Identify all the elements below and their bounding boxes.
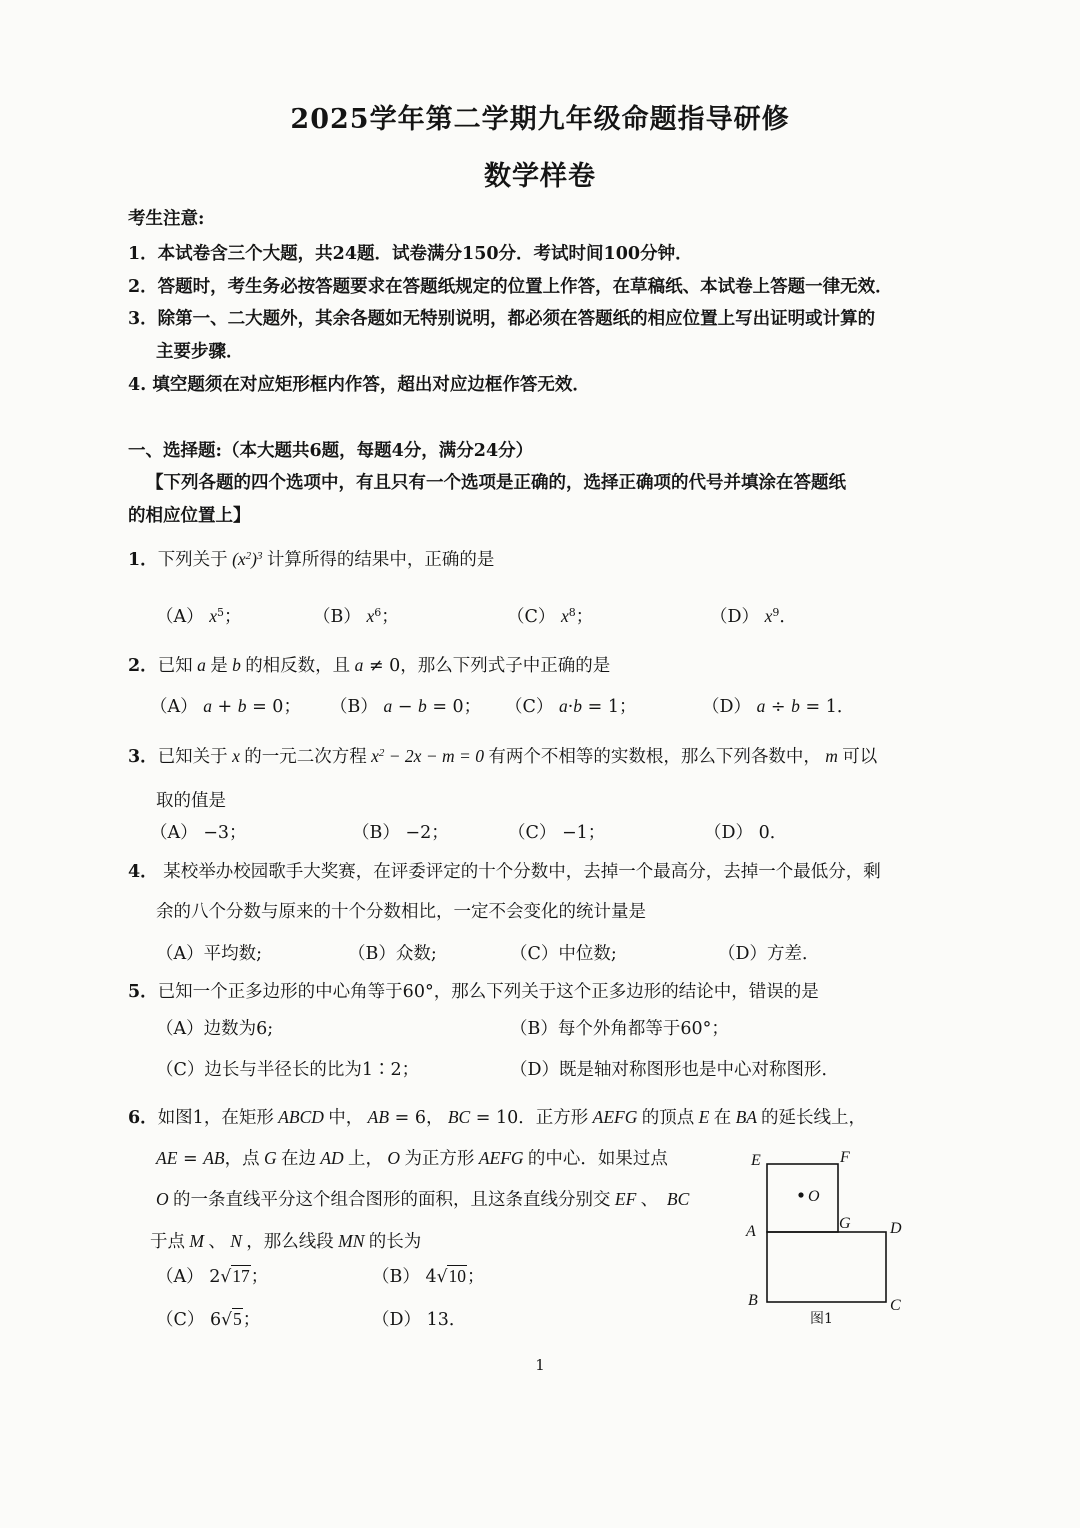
question-3: 3．已知关于 x 的一元二次方程 $x^2 - 2x - m = 0$ 有两个不相等的实数根，那么下列各数中， m 可以	[128, 746, 878, 767]
section-instruction: 【下列各题的四个选项中，有且只有一个选项是正确的，选择正确项的代号并填涂在答题纸	[146, 473, 846, 493]
notice-heading: 考生注意:	[128, 209, 205, 229]
figure-1	[730, 1140, 920, 1340]
option-3d[interactable]: （D） 0．	[704, 823, 788, 843]
figure-caption: 图1	[810, 1311, 833, 1327]
question-4-cont: 余的八个分数与原来的十个分数相比，一定不会变化的统计量是	[156, 902, 646, 922]
option-4a[interactable]: （A）平均数;	[156, 944, 263, 964]
label-b: B	[748, 1292, 758, 1309]
option-6a[interactable]: （A） 2√17；	[156, 1266, 269, 1287]
option-2b[interactable]: （B） a − b = 0；	[330, 696, 482, 717]
question-5: 5．已知一个正多边形的中心角等于60°，那么下列关于这个正多边形的结论中，错误的是	[128, 982, 819, 1002]
label-a: A	[746, 1223, 756, 1240]
option-5c[interactable]: （C）边长与半径长的比为1∶2；	[156, 1060, 420, 1080]
notice-item-2: 2．答题时，考生务必按答题要求在答题纸规定的位置上作答，在草稿纸、本试卷上答题一律无效．	[128, 277, 893, 297]
question-3-cont: 取的值是	[156, 791, 226, 811]
label-g: G	[839, 1215, 851, 1232]
option-6c[interactable]: （C） 6√5；	[156, 1309, 261, 1330]
question-6-line4: 于点 M 、 N ，那么线段 MN 的长为	[150, 1231, 422, 1252]
notice-item-3-cont: 主要步骤．	[156, 342, 244, 362]
exam-title: 2025学年第二学期九年级命题指导研修	[290, 104, 790, 135]
option-5d[interactable]: （D）既是轴对称图形也是中心对称图形．	[510, 1060, 840, 1080]
question-6-line2: AE = AB，点 G 在边 AD 上， O 为正方形 AEFG 的中心．如果过点	[156, 1148, 668, 1169]
option-2d[interactable]: （D） a ÷ b = 1．	[702, 696, 855, 717]
notice-item-3: 3．除第一、二大题外，其余各题如无特别说明，都必须在答题纸的相应位置上写出证明或计算的	[128, 309, 876, 329]
option-3c[interactable]: （C） −1；	[508, 823, 606, 843]
option-1b[interactable]: （B） $x^6$；	[313, 605, 399, 627]
label-f: F	[840, 1149, 850, 1166]
center-point-o	[798, 1192, 803, 1197]
section-instruction-cont: 的相应位置上】	[128, 506, 251, 526]
notice-item-4: 4. 填空题须在对应矩形框内作答，超出对应边框作答无效．	[128, 375, 590, 395]
option-2c[interactable]: （C） a·b = 1；	[505, 696, 637, 717]
question-2: 2．已知 a 是 b 的相反数，且 a ≠ 0，那么下列式子中正确的是	[128, 655, 611, 676]
exam-subtitle: 数学样卷	[484, 161, 596, 192]
question-6: 6．如图1，在矩形 ABCD 中， AB = 6， BC = 10．正方形 AEFG 的顶点 E 在 BA 的延长线上，	[128, 1107, 867, 1128]
option-1d[interactable]: （D） $x^9$．	[710, 605, 797, 627]
option-3a[interactable]: （A） −3；	[150, 823, 247, 843]
label-e: E	[751, 1152, 761, 1169]
section-heading: 一、选择题:（本大题共6题，每题4分，满分24分）	[128, 441, 534, 461]
option-1a[interactable]: （A） $x^5$；	[156, 605, 242, 627]
question-6-line3: O 的一条直线平分这个组合图形的面积，且这条直线分别交 EF 、 BC	[156, 1189, 690, 1210]
page-number: 1	[535, 1356, 545, 1374]
question-4: 4． 某校举办校园歌手大奖赛，在评委评定的十个分数中，去掉一个最高分，去掉一个最低分，剩	[128, 862, 881, 882]
notice-item-1: 1．本试卷含三个大题，共24题．试卷满分150分．考试时间100分钟．	[128, 244, 693, 264]
option-2a[interactable]: （A） a + b = 0；	[150, 696, 301, 717]
option-5b[interactable]: （B）每个外角都等于60°；	[510, 1019, 729, 1039]
label-o: O	[808, 1188, 820, 1205]
option-1c[interactable]: （C） $x^8$；	[507, 605, 594, 627]
option-6b[interactable]: （B） 4√10；	[372, 1266, 485, 1287]
option-3b[interactable]: （B） −2；	[352, 823, 449, 843]
option-4d[interactable]: （D）方差．	[718, 944, 820, 964]
option-4b[interactable]: （B）众数;	[348, 944, 437, 964]
label-d: D	[890, 1220, 902, 1237]
label-c: C	[890, 1297, 901, 1314]
question-1: 1．下列关于 $(x^2)^3$ 计算所得的结果中，正确的是	[128, 549, 495, 570]
rectangle-abcd	[767, 1232, 886, 1302]
option-6d[interactable]: （D） 13．	[372, 1310, 467, 1330]
option-5a[interactable]: （A）边数为6;	[156, 1019, 274, 1039]
option-4c[interactable]: （C）中位数;	[510, 944, 617, 964]
square-aefg	[767, 1164, 838, 1232]
